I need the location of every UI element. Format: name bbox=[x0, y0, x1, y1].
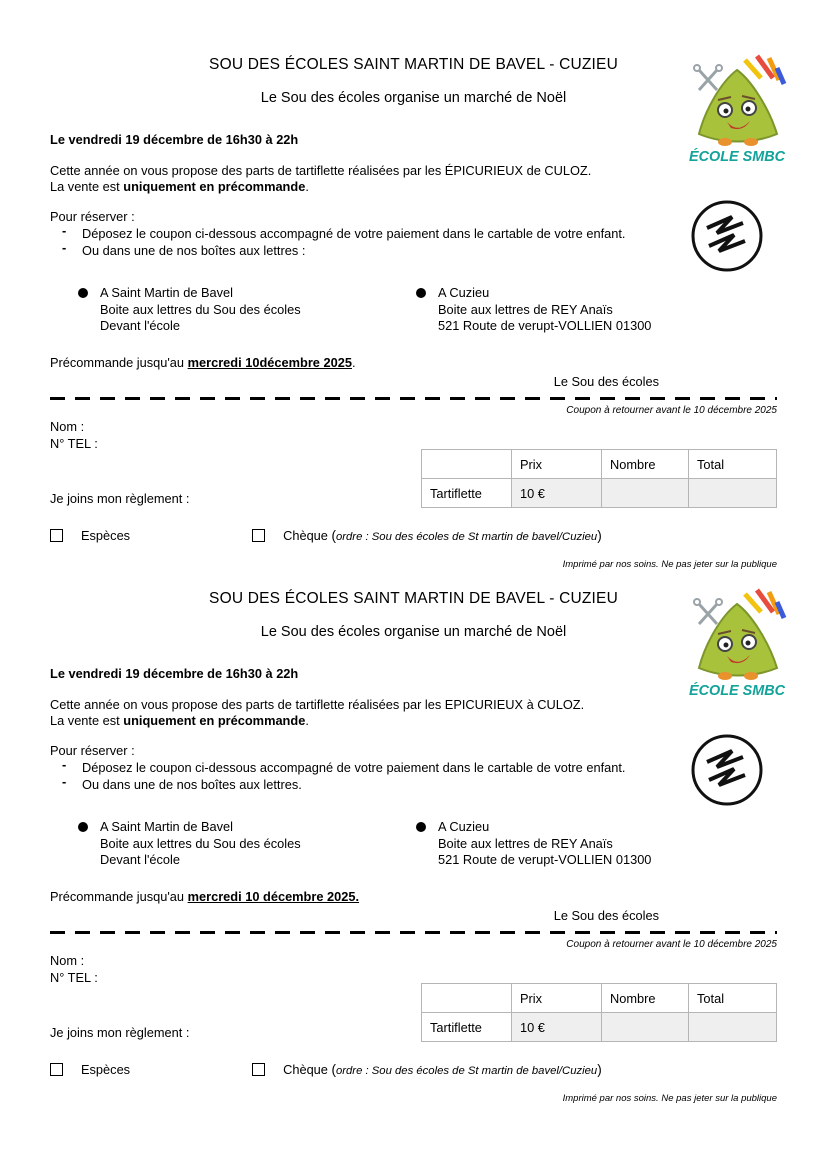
scissors-icon bbox=[694, 599, 722, 624]
location-line: 521 Route de verupt-VOLLIEN 01300 bbox=[438, 318, 652, 334]
price-cell: 10 € bbox=[512, 479, 602, 508]
table-header-row bbox=[422, 984, 777, 1013]
coupon-form bbox=[50, 953, 777, 1042]
cheque-label: Chèque (ordre : Sou des écoles de St martin de bavel/Cuzieu) bbox=[283, 1062, 602, 1078]
price-table bbox=[421, 449, 777, 508]
tel-label: N° TEL : bbox=[50, 970, 98, 986]
reserve-label: Pour réserver : bbox=[50, 742, 135, 758]
quantity-cell bbox=[602, 479, 689, 508]
header-cell: Prix bbox=[512, 984, 602, 1013]
page-subtitle: Le Sou des écoles organise un marché de Noël bbox=[260, 624, 567, 640]
location-line: Boite aux lettres du Sou des écoles bbox=[100, 835, 301, 851]
total-cell bbox=[689, 479, 777, 508]
cheque-checkbox[interactable] bbox=[252, 529, 265, 542]
table-header-row bbox=[422, 450, 777, 479]
payment-label: Je joins mon règlement : bbox=[50, 1025, 190, 1041]
location-item bbox=[416, 285, 754, 335]
paren-close: ) bbox=[597, 528, 602, 544]
especes-checkbox[interactable] bbox=[50, 529, 63, 542]
signature: Le Sou des écoles bbox=[553, 908, 659, 924]
coupon-return-note: Coupon à retourner avant le 10 décembre 2025 bbox=[566, 405, 777, 417]
location-line: A Cuzieu bbox=[438, 285, 490, 301]
cash-option bbox=[50, 528, 130, 543]
total-cell bbox=[689, 1013, 777, 1042]
header-cell: Nombre bbox=[602, 450, 689, 479]
intro-line-2-prefix: La vente est bbox=[50, 712, 124, 728]
bullet-icon bbox=[416, 288, 426, 298]
flyer-section-top bbox=[0, 0, 827, 584]
location-line: 521 Route de verupt-VOLLIEN 01300 bbox=[438, 852, 652, 868]
header-cell: Total bbox=[689, 450, 777, 479]
page-title: SOU DES ÉCOLES SAINT MARTIN DE BAVEL - CUZIEU bbox=[209, 56, 618, 73]
pencils-icon bbox=[745, 590, 784, 618]
signature: Le Sou des écoles bbox=[553, 374, 659, 390]
header-cell: Total bbox=[689, 984, 777, 1013]
bullet-icon bbox=[78, 288, 88, 298]
table-row bbox=[422, 479, 777, 508]
mailbox-locations bbox=[50, 285, 777, 335]
price-table bbox=[421, 983, 777, 1042]
coupon-form bbox=[50, 419, 777, 508]
intro-paragraph bbox=[50, 163, 610, 195]
location-line: Boite aux lettres du Sou des écoles bbox=[100, 301, 301, 317]
preorder-date: mercredi 10 décembre 2025. bbox=[187, 889, 360, 905]
price-cell: 10 € bbox=[512, 1013, 602, 1042]
logo-text: ÉCOLE SMBC bbox=[689, 683, 786, 699]
location-line: A Cuzieu bbox=[438, 819, 490, 835]
reserve-list bbox=[50, 226, 777, 259]
name-label: Nom : bbox=[50, 953, 85, 969]
location-item bbox=[416, 819, 754, 869]
paren-open: ( bbox=[331, 1062, 336, 1078]
intro-line-2-suffix: . bbox=[305, 712, 309, 728]
cheque-option bbox=[252, 1062, 602, 1077]
cash-option bbox=[50, 1062, 130, 1077]
cheque-order-note: ordre : Sou des écoles de St martin de bavel/Cuzieu bbox=[335, 1065, 598, 1078]
mascot-body bbox=[699, 604, 777, 676]
page-title: SOU DES ÉCOLES SAINT MARTIN DE BAVEL - CUZIEU bbox=[209, 590, 618, 607]
page-subtitle: Le Sou des écoles organise un marché de Noël bbox=[260, 90, 567, 106]
header-cell: Prix bbox=[512, 450, 602, 479]
preorder-suffix: . bbox=[351, 355, 356, 371]
reserve-list bbox=[50, 760, 777, 793]
location-line: Boite aux lettres de REY Anaïs bbox=[438, 835, 613, 851]
location-item bbox=[78, 285, 416, 335]
cut-line bbox=[50, 397, 777, 400]
cheque-checkbox[interactable] bbox=[252, 1063, 265, 1076]
list-item: - Ou dans une de nos boîtes aux lettres : bbox=[50, 243, 777, 260]
location-item bbox=[78, 819, 416, 869]
header-cell: Nombre bbox=[602, 984, 689, 1013]
logo-text: ÉCOLE SMBC bbox=[689, 149, 786, 165]
cheque-option bbox=[252, 528, 602, 543]
payment-options bbox=[50, 528, 777, 543]
flyer-section-bottom bbox=[0, 584, 827, 1168]
intro-line-2-bold: uniquement en précommande bbox=[123, 712, 306, 728]
especes-label: Espèces bbox=[81, 528, 131, 544]
location-line: A Saint Martin de Bavel bbox=[100, 819, 234, 835]
header-cell bbox=[422, 450, 512, 479]
location-line: Devant l'école bbox=[100, 852, 180, 868]
name-label: Nom : bbox=[50, 419, 85, 435]
location-line: Devant l'école bbox=[100, 318, 180, 334]
mailbox-locations bbox=[50, 819, 777, 869]
bullet-icon bbox=[416, 822, 426, 832]
pencils-icon bbox=[745, 56, 784, 84]
intro-paragraph bbox=[50, 697, 610, 729]
event-date: Le vendredi 19 décembre de 16h30 à 22h bbox=[50, 666, 299, 681]
quantity-cell bbox=[602, 1013, 689, 1042]
especes-label: Espèces bbox=[81, 1062, 131, 1078]
print-note: Imprimé par nos soins. Ne pas jeter sur la publique bbox=[562, 559, 777, 571]
mascot-logo-graphic bbox=[687, 588, 787, 700]
school-logo bbox=[687, 588, 787, 705]
payment-label: Je joins mon règlement : bbox=[50, 491, 190, 507]
cheque-order-note: ordre : Sou des écoles de St martin de bavel/Cuzieu bbox=[335, 531, 598, 544]
intro-line-2-suffix: . bbox=[305, 178, 309, 194]
print-note: Imprimé par nos soins. Ne pas jeter sur la publique bbox=[562, 1093, 777, 1105]
tel-label: N° TEL : bbox=[50, 436, 98, 452]
preorder-deadline bbox=[50, 355, 777, 370]
cut-line bbox=[50, 931, 777, 934]
list-item: - Déposez le coupon ci-dessous accompagné de votre paiement dans le cartable de votre enfant. bbox=[50, 226, 777, 243]
event-date: Le vendredi 19 décembre de 16h30 à 22h bbox=[50, 132, 299, 147]
preorder-deadline bbox=[50, 889, 777, 904]
especes-checkbox[interactable] bbox=[50, 1063, 63, 1076]
item-cell: Tartiflette bbox=[422, 1013, 512, 1042]
intro-line-1: Cette année on vous propose des parts de tartiflette réalisées par les ÉPICURIEUX de CULOZ. bbox=[50, 163, 592, 178]
header-cell bbox=[422, 984, 512, 1013]
intro-line-2-bold: uniquement en précommande bbox=[123, 178, 306, 194]
list-item: - Ou dans une de nos boîtes aux lettres. bbox=[50, 777, 777, 794]
preorder-prefix: Précommande jusqu'au bbox=[50, 889, 188, 905]
payment-options bbox=[50, 1062, 777, 1077]
table-row bbox=[422, 1013, 777, 1042]
intro-line-1: Cette année on vous propose des parts de tartiflette réalisées par les EPICURIEUX à CULOZ. bbox=[50, 697, 585, 712]
paren-open: ( bbox=[331, 528, 336, 544]
location-line: A Saint Martin de Bavel bbox=[100, 285, 234, 301]
item-cell: Tartiflette bbox=[422, 479, 512, 508]
preorder-prefix: Précommande jusqu'au bbox=[50, 355, 188, 371]
location-line: Boite aux lettres de REY Anaïs bbox=[438, 301, 613, 317]
mascot-logo-graphic bbox=[687, 54, 787, 166]
list-item: - Déposez le coupon ci-dessous accompagné de votre paiement dans le cartable de votre enfant. bbox=[50, 760, 777, 777]
scissors-icon bbox=[694, 65, 722, 90]
paren-close: ) bbox=[597, 1062, 602, 1078]
intro-line-2-prefix: La vente est bbox=[50, 178, 124, 194]
cheque-label: Chèque (ordre : Sou des écoles de St martin de bavel/Cuzieu) bbox=[283, 528, 602, 544]
school-logo bbox=[687, 54, 787, 171]
mascot-body bbox=[699, 70, 777, 142]
bullet-icon bbox=[78, 822, 88, 832]
reserve-label: Pour réserver : bbox=[50, 208, 135, 224]
preorder-date: mercredi 10décembre 2025 bbox=[187, 355, 352, 371]
coupon-return-note: Coupon à retourner avant le 10 décembre 2025 bbox=[566, 939, 777, 951]
